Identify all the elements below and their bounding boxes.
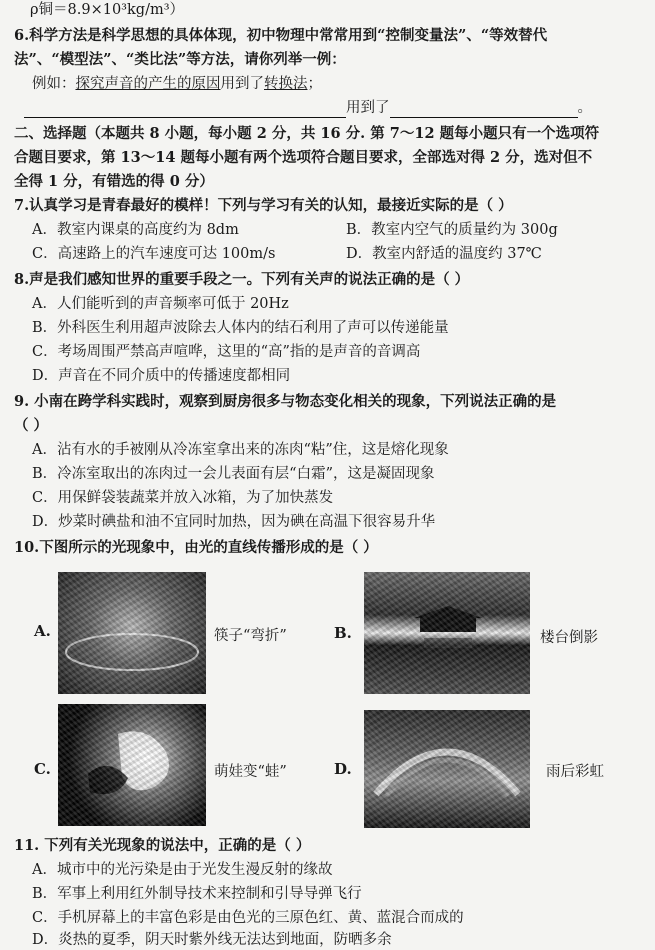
q7-option-a[interactable]: A．教室内课桌的高度约为 8dm xyxy=(32,222,239,238)
q9-option-b[interactable]: B．冷冻室取出的冻肉过一会儿表面有层“白霜”，这是凝固现象 xyxy=(32,466,435,482)
q6-example-method: 转换法 xyxy=(264,76,308,92)
q7-option-b[interactable]: B．教室内空气的质量约为 300g xyxy=(346,222,558,238)
q6-line-1: 6.科学方法是科学思想的具体体现，初中物理中常常用到“控制变量法”、“等效替代 xyxy=(14,27,548,44)
chopsticks-bent-photo[interactable] xyxy=(58,572,206,694)
rainbow-icon xyxy=(364,710,530,828)
q10-a-caption: 筷子“弯折” xyxy=(214,628,287,644)
frog-shadow-icon xyxy=(58,704,206,826)
hand-shadow-frog-photo[interactable] xyxy=(58,704,206,826)
water-bowl-icon xyxy=(58,572,206,694)
tower-reflection-photo[interactable] xyxy=(364,572,530,694)
section2-line-2: 合题目要求，第 13～14 题每小题有两个选项符合题目要求，全部选对得 2 分，选对但不 xyxy=(14,149,593,166)
q8-stem: 8.声是我们感知世界的重要手段之一。下列有关声的说法正确的是（ ） xyxy=(14,271,470,288)
section2-line-1: 二、选择题（本题共 8 小题，每小题 2 分，共 16 分. 第 7～12 题每小题只有一个选项符 xyxy=(14,125,600,142)
q7-option-c[interactable]: C．高速路上的汽车速度可达 100m/s xyxy=(32,246,276,262)
q10-a-label[interactable]: A. xyxy=(34,622,51,640)
q8-option-d[interactable]: D．声音在不同介质中的传播速度都相同 xyxy=(32,368,291,384)
q9-option-a[interactable]: A．沾有水的手被刚从冷冻室拿出来的冻肉“粘”住，这是熔化现象 xyxy=(32,442,449,458)
q11-stem: 11. 下列有关光现象的说法中，正确的是（ ） xyxy=(14,837,311,854)
q9-stem-1: 9. 小南在跨学科实践时，观察到厨房很多与物态变化相关的现象，下列说法正确的是 xyxy=(14,393,557,410)
section2-line-3: 全得 1 分，有错选的得 0 分） xyxy=(14,173,214,190)
q6-answer-blank-1[interactable] xyxy=(24,101,346,118)
q6-example-prefix: 例如： xyxy=(32,76,76,92)
q11-option-a[interactable]: A．城市中的光污染是由于光发生漫反射的缘故 xyxy=(32,862,333,878)
density-formula: ρ铜＝8.9×10³kg/m³） xyxy=(30,2,185,18)
q8-option-b[interactable]: B．外科医生利用超声波除去人体内的结石利用了声可以传递能量 xyxy=(32,320,449,336)
q11-option-d[interactable]: D．炎热的夏季，阴天时紫外线无法达到地面，防晒多余 xyxy=(32,932,392,948)
q9-option-c[interactable]: C．用保鲜袋装蔬菜并放入冰箱，为了加快蒸发 xyxy=(32,490,334,506)
q11-option-c[interactable]: C．手机屏幕上的丰富色彩是由色光的三原色红、黄、蓝混合而成的 xyxy=(32,910,464,926)
q10-stem: 10.下图所示的光现象中，由光的直线传播形成的是（ ） xyxy=(14,539,378,556)
q10-c-caption: 萌娃变“蛙” xyxy=(214,764,287,780)
q6-answer-row xyxy=(14,98,647,118)
q6-blank-end: 。 xyxy=(577,100,592,116)
q6-example-end: ； xyxy=(307,76,322,92)
q8-option-c[interactable]: C．考场周围严禁高声喧哗，这里的“高”指的是声音的音调高 xyxy=(32,344,421,360)
q10-c-label[interactable]: C. xyxy=(34,760,51,778)
q10-d-label[interactable]: D. xyxy=(334,760,352,778)
q6-example-middle: 用到了 xyxy=(220,76,264,92)
q10-d-caption: 雨后彩虹 xyxy=(546,764,604,780)
q7-stem: 7.认真学习是青春最好的模样！下列与学习有关的认知，最接近实际的是（ ） xyxy=(14,197,513,214)
q7-option-d[interactable]: D．教室内舒适的温度约 37℃ xyxy=(346,246,542,262)
q11-option-b[interactable]: B．军事上利用红外制导技术来控制和引导导弹飞行 xyxy=(32,886,362,902)
q6-example xyxy=(32,74,647,94)
q6-line-2: 法”、“模型法”、“类比法”等方法，请你列举一例： xyxy=(14,51,346,68)
q8-option-a[interactable]: A．人们能听到的声音频率可低于 20Hz xyxy=(32,296,289,312)
pavilion-icon xyxy=(364,572,530,694)
q9-option-d[interactable]: D．炒菜时碘盐和油不宜同时加热，因为碘在高温下很容易升华 xyxy=(32,514,436,530)
q10-b-label[interactable]: B. xyxy=(334,624,352,642)
q9-stem-2: （ ） xyxy=(14,417,49,434)
q6-answer-blank-2[interactable] xyxy=(390,101,578,118)
q6-blank-middle: 用到了 xyxy=(346,100,390,116)
rainbow-photo[interactable] xyxy=(364,710,530,828)
q6-example-topic: 探究声音的产生的原因 xyxy=(75,76,221,92)
q10-b-caption: 楼台倒影 xyxy=(540,630,598,646)
